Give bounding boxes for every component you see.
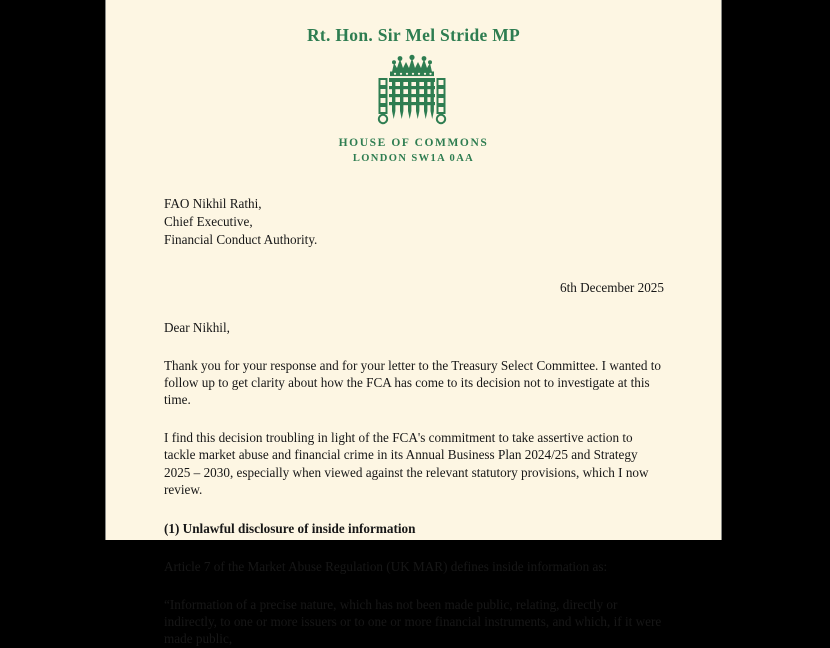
house-of-commons-portcullis-crest-icon <box>366 55 462 133</box>
addressee-line-1: FAO Nikhil Rathi, <box>164 195 262 211</box>
addressee-line-3: Financial Conduct Authority. <box>164 232 318 248</box>
letter-page <box>105 0 722 647</box>
quotation-1: “Information of a precise nature, which has not been made public, relating, directly or indirectly, to one or more issuers or to one or more financial instruments, and which, if it were made public, <box>164 597 662 647</box>
letterhead-title: Rt. Hon. Sir Mel Stride MP <box>306 25 521 45</box>
addressee-block <box>164 195 666 250</box>
letterhead-address: LONDON SW1A 0AA <box>352 152 475 164</box>
paragraph-1: Thank you for your response and for your letter to the Treasury Select Committee. I wanted to follow up to get clarity about how the FCA has come to its decision not to investigate at this time. <box>164 357 661 408</box>
letterhead-organisation: HOUSE OF COMMONS <box>338 137 489 150</box>
addressee-line-2: Chief Executive, <box>164 213 253 229</box>
letterbox-right <box>722 0 830 540</box>
salutation: Dear Nikhil, <box>164 319 230 335</box>
letterhead <box>106 0 721 165</box>
letter-date: 6th December 2025 <box>560 280 664 296</box>
section-heading-1: (1) Unlawful disclosure of inside information <box>164 520 416 536</box>
paragraph-3: Article 7 of the Market Abuse Regulation (UK MAR) defines inside information as: <box>164 558 608 574</box>
paragraph-2: I find this decision troubling in light of the FCA's commitment to take assertive action to tackle market abuse and financial crime in its Annual Business Plan 2024/25 and Strategy 2025 – 2030, especially when viewed against the relevant statutory provisions, which I now review. <box>164 430 649 497</box>
letter-body <box>106 195 721 648</box>
letterbox-left <box>0 0 105 540</box>
